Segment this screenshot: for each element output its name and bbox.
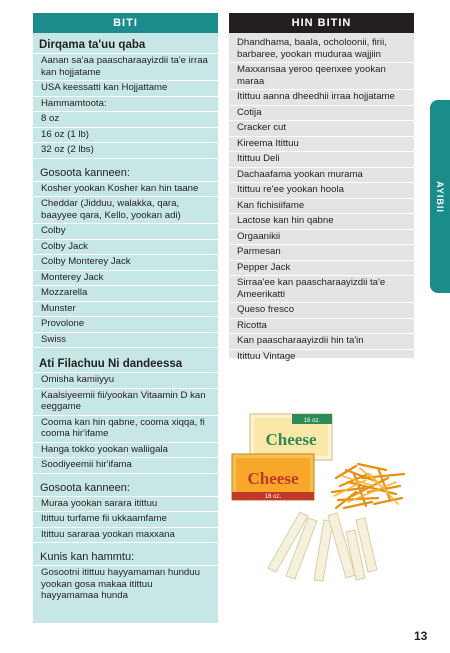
box-brand-label: Cheese — [265, 430, 317, 449]
do-not-buy-list — [229, 36, 414, 364]
cheese-box-red — [232, 454, 314, 500]
box-size-label: 16 oz. — [264, 494, 282, 500]
side-tab-label: AYIBII — [435, 180, 445, 213]
list-item: Muraa yookan sarara itittuu — [33, 496, 218, 513]
list-item: Cheddar (Jidduu, walakka, qara, baayyee qara, Kello, yookan adi) — [33, 197, 218, 224]
list-item: Provolone — [33, 317, 218, 333]
list-item: Ricotta — [229, 319, 414, 335]
box-size-label: 16 oz. — [303, 418, 321, 424]
list-item: Itittuu aanna dheedhii irraa hojjatame — [229, 90, 414, 106]
list-item: Kan paascharaayizdii hin ta'in — [229, 334, 414, 350]
list-item: Dhandhama, baala, ocholoonii, firii, barbaree, yookan muduraa wajjiin — [229, 36, 414, 63]
includes-list — [33, 565, 218, 604]
list-item: Lactose kan hin qabne — [229, 214, 414, 230]
list-item: Cracker cut — [229, 121, 414, 137]
list-item: Munster — [33, 302, 218, 318]
list-item: Orgaanikii — [229, 230, 414, 246]
shredded-cheese — [332, 464, 404, 508]
list-item: Hanga tokko yookan waliigala — [33, 443, 218, 459]
buy-column — [33, 13, 218, 623]
list-item: Itittuu re'ee yookan hoola — [229, 183, 414, 199]
list-item: Kosher yookan Kosher kan hin taane — [33, 181, 218, 198]
list-item: Queso fresco — [229, 303, 414, 319]
list-item: Monterey Jack — [33, 271, 218, 287]
list-item: Itittuu Vintage — [237, 350, 296, 362]
list-item: Swiss — [33, 333, 218, 349]
do-not-buy-column — [229, 13, 414, 362]
list-item: Kaalsiyeemii fii/yookan Vitaamin D kan eeggame — [33, 389, 218, 416]
optional-types-list — [33, 496, 218, 544]
types-list — [33, 181, 218, 349]
includes-subtitle: Kunis kan hammtu: — [40, 551, 135, 563]
section-title-required: Dirqama ta'uu qaba — [39, 39, 146, 51]
cheese-illustration — [228, 408, 418, 588]
cheese-box-green — [250, 414, 332, 460]
list-item: Gosootni itittuu hayyamaman hunduu yookan gosa makaa itittuu hayyamamaa hunda — [33, 565, 218, 604]
list-item: Hammamtoota: — [33, 97, 218, 113]
string-cheese — [268, 512, 377, 581]
list-item: 32 oz (2 lbs) — [33, 143, 218, 159]
list-item: Kireema Itittuu — [229, 137, 414, 153]
do-not-buy-header: HIN BITIN — [229, 13, 414, 33]
list-item: Sirraa'ee kan paascharaayizdii ta'e Ameerikatti — [229, 276, 414, 303]
types-subtitle: Gosoota kanneen: — [40, 481, 130, 494]
types-subtitle: Gosoota kanneen: — [40, 166, 130, 179]
list-item: Itittuu sararaa yookan maxxana — [33, 528, 218, 544]
list-item: Parmesan — [229, 245, 414, 261]
list-item: Colby Monterey Jack — [33, 255, 218, 271]
required-list — [33, 53, 218, 159]
list-item: Dachaafama yookan murama — [229, 168, 414, 184]
list-item: Cotija — [229, 106, 414, 122]
list-item: Omisha kamiiyyu — [33, 372, 218, 389]
section-title-optional: Ati Filachuu Ni dandeessa — [39, 358, 183, 370]
list-item: Itittuu turfame fii ukkaamfame — [33, 512, 218, 528]
page-number: 13 — [414, 629, 428, 643]
list-item: 16 oz (1 lb) — [33, 128, 218, 144]
list-item: USA keessatti kan Hojjattame — [33, 81, 218, 97]
list-item: Cooma kan hin qabne, cooma xiqqa, fi cooma hir'ifame — [33, 416, 218, 443]
list-item: Pepper Jack — [229, 261, 414, 277]
list-item: Maxxansaa yeroo qeenxee yookan maraa — [229, 63, 414, 90]
buy-header: BITI — [33, 13, 218, 33]
list-item: Kan fichisiifame — [229, 199, 414, 215]
list-item: 8 oz — [33, 112, 218, 128]
list-item: Itittuu Deli — [229, 152, 414, 168]
box-brand-label: Cheese — [247, 469, 299, 488]
list-item: Colby — [33, 224, 218, 240]
optional-list — [33, 372, 218, 474]
list-item: Mozzarella — [33, 286, 218, 302]
list-item: Aanan sa'aa paascharaayizdii ta'e irraa kan hojjatame — [33, 53, 218, 81]
list-item: Soodiyeemii hir'ifama — [33, 458, 218, 474]
category-side-tab[interactable] — [430, 100, 450, 293]
list-item: Colby Jack — [33, 240, 218, 256]
